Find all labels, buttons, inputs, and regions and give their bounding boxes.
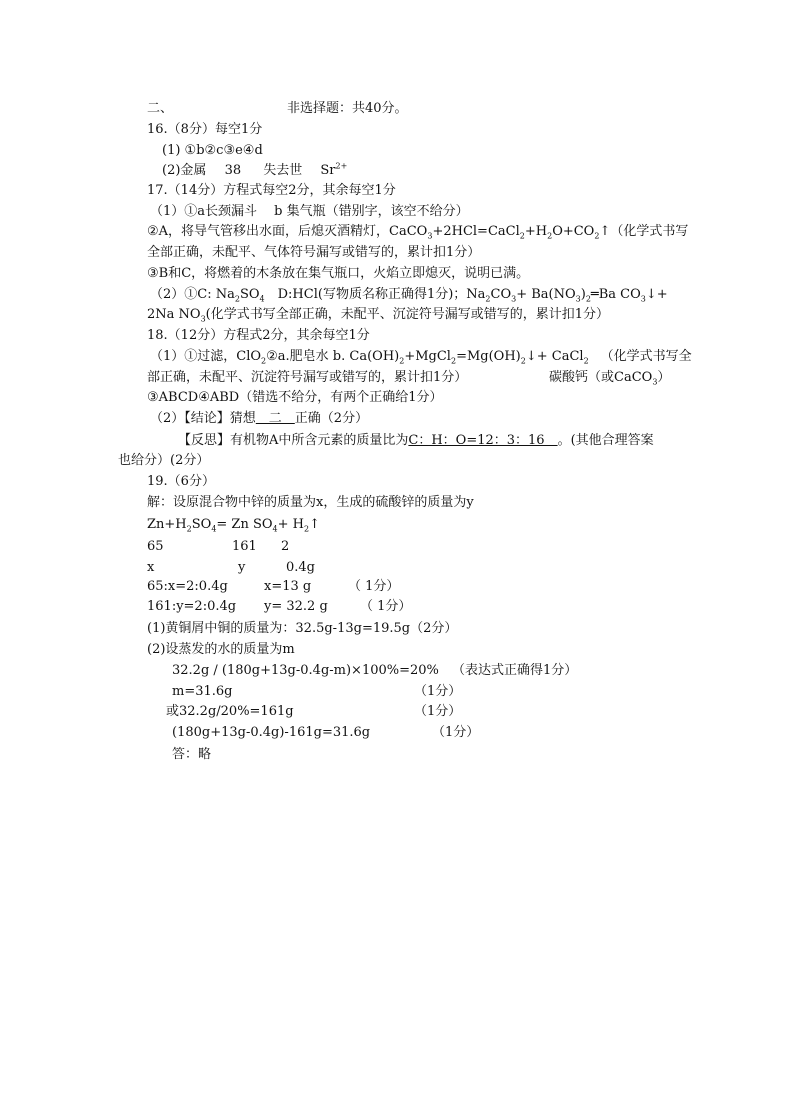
q16-line2-c: 失去世 [263, 163, 303, 178]
q19-part1: (1)黄铜屑中铜的质量为：32.5g-13g=19.5g（2分） [147, 621, 458, 636]
q16-line1: (1) ①b②c③e④d [162, 143, 263, 158]
q18-header: 18.（12分）方程式2分，其余每空1分 [147, 328, 370, 343]
q19-p2-eq: 32.2g / (180g+13g-0.4g-m)×100%=20% [172, 663, 439, 678]
q19-p2-or: 或32.2g/20%=161g [166, 704, 294, 719]
q16-header: 16.（8分）每空1分 [147, 122, 263, 137]
q19-var-x: x [147, 560, 155, 575]
q17-line4: ③B和C，将燃着的木条放在集气瓶口，火焰立即熄灭，说明已满。 [147, 266, 530, 281]
q17-header: 17.（14分）方程式每空2分，其余每空1分 [147, 183, 396, 198]
q18-line6: 也给分）(2分） [118, 453, 210, 468]
q19-p2-eq-note: （表达式正确得1分） [452, 663, 578, 678]
q19-solution: 解：设原混合物中锌的质量为x，生成的硫酸锌的质量为y [147, 495, 474, 510]
q16-line2-d: $Sr^{2+}$ [320, 161, 348, 178]
q19-calc1-c: （ 1分） [348, 579, 400, 594]
q19-part2: (2)设蒸发的水的质量为m [147, 642, 295, 657]
q17-line1: （1）①a长颈漏斗 b 集气瓶（错别字，该空不给分） [150, 204, 469, 219]
q18-line3: ③ABCD④ABD（错选不给分，有两个正确给1分） [147, 390, 443, 405]
q16-line2-a: (2)金属 [162, 163, 207, 178]
q17-line2: ②A，将导气管移出水面，后熄灭酒精灯，$CaCO_3+2HCl=CaCl_2+H_2O+CO_2↑$（化学式书写 [147, 224, 689, 241]
q19-mass-h2: 2 [281, 539, 290, 554]
q19-var-h2: 0.4g [286, 560, 315, 575]
q18-line2a: 部正确，未配平、沉淀符号漏写或错写的，累计扣1分） [147, 370, 468, 385]
q19-answer: 答：略 [172, 747, 212, 762]
q19-p2-alt: (180g+13g-0.4g)-161g=31.6g [172, 725, 371, 740]
q19-equation: $Zn+H_2SO_4= Zn$ $SO_4+$ $H_2↑$ [147, 517, 321, 534]
q18-blank2: C：H：O=12：3：16 [408, 433, 558, 448]
q19-calc1-b: x=13 g [264, 579, 312, 594]
q19-mass-zn: 65 [147, 539, 164, 554]
q18-blank1: 二 [255, 411, 295, 426]
q19-p2-or-score: （1分） [414, 704, 462, 719]
q19-calc1-a: 65:x=2:0.4g [147, 579, 228, 594]
q19-p2-alt-score: （1分） [432, 725, 480, 740]
q16-line2-b: 38 [224, 163, 242, 178]
section-number: 二、 [147, 101, 174, 116]
q18-line1: （1）①过滤，ClO$_2$②a.肥皂水 b. $Ca(OH)_2+MgCl_2=Mg(OH)_2↓+$ CaCl$_2$ （化学式书写全 [150, 349, 692, 366]
q17-line6: 2Na $NO_3$(化学式书写全部正确，未配平、沉淀符号漏写或错写的，累计扣1分） [147, 307, 609, 324]
q19-calc2-c: （ 1分） [360, 599, 412, 614]
q19-calc2-a: 161:y=2:0.4g [147, 599, 237, 614]
q19-p2-m-score: （1分） [414, 684, 462, 699]
q19-mass-znso4: 161 [232, 539, 257, 554]
q19-var-y: y [238, 560, 246, 575]
q18-line5: 【反思】有机物A中所含元素的质量比为C：H：O=12：3：16 。(其他合理答案 [178, 433, 654, 448]
q17-line5: （2）①C: $Na_2SO_4$ D:HCl(写物质名称正确得1分)；$Na_2CO_3+$ $Ba(NO_3)_2═Ba$ $CO_3↓+$ [150, 287, 668, 304]
q18-line2b: 碳酸钙（或CaCO$_3$） [549, 370, 671, 387]
q18-line4: （2）【结论】猜想 二 正确（2分） [150, 411, 369, 426]
q16-line2 [162, 162, 347, 179]
q19-calc2-b: y= 32.2 g [264, 599, 328, 614]
section-title: 非选择题：共40分。 [287, 101, 408, 116]
q19-header: 19.（6分） [147, 474, 215, 489]
q17-line3: 全部正确，未配平、气体符号漏写或错写的，累计扣1分） [147, 245, 481, 260]
q19-p2-m: m=31.6g [172, 684, 233, 699]
